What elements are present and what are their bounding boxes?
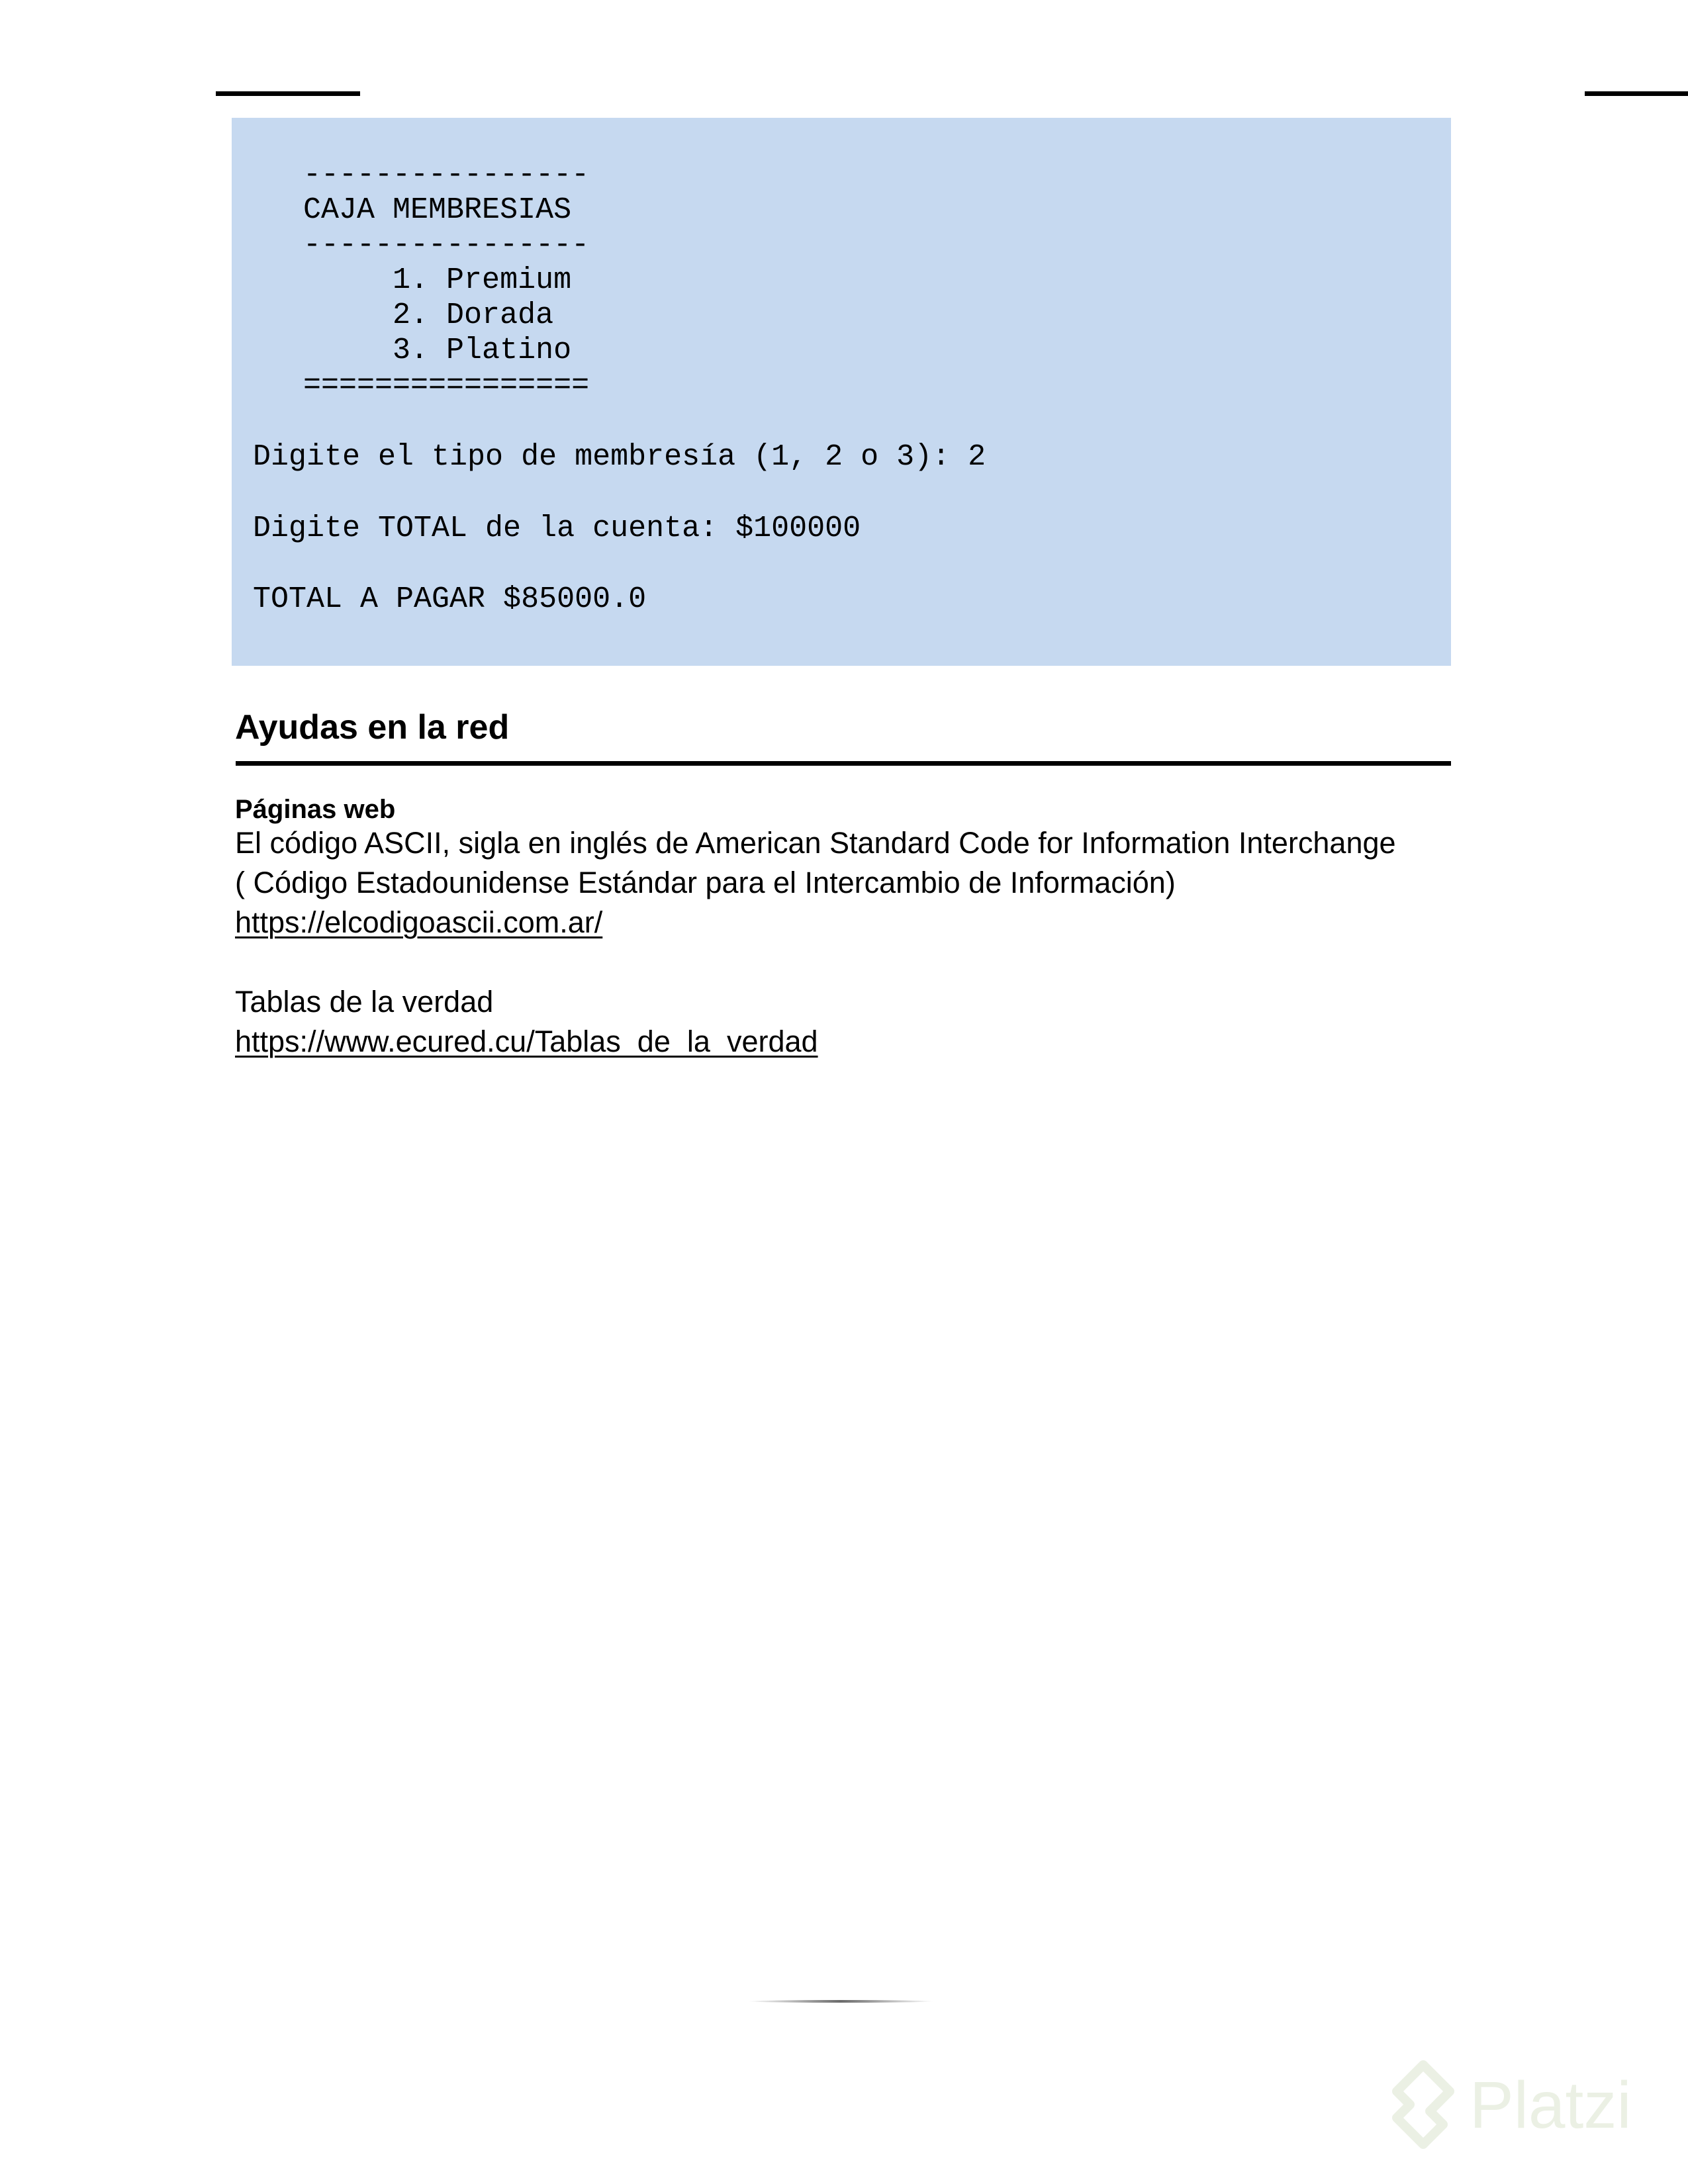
code-line: 3. Platino — [232, 334, 572, 367]
ascii-link[interactable]: https://elcodigoascii.com.ar/ — [235, 905, 603, 939]
code-line: Digite TOTAL de la cuenta: $100000 — [253, 512, 861, 545]
truth-tables-link-line — [235, 1022, 818, 1062]
footer-ornament — [748, 2000, 933, 2003]
platzi-watermark — [1383, 2052, 1675, 2164]
code-line: ================ — [232, 369, 590, 402]
watermark-text: Platzi — [1470, 2068, 1632, 2142]
truth-tables-title: Tablas de la verdad — [235, 985, 494, 1019]
code-output-block — [232, 118, 1451, 666]
code-line: ---------------- — [232, 228, 590, 262]
truth-tables-link[interactable]: https://www.ecured.cu/Tablas_de_la_verdad — [235, 1024, 818, 1058]
ascii-link-line — [235, 903, 602, 942]
section-divider — [236, 761, 1451, 766]
header-rule-right — [1585, 91, 1688, 96]
section-heading: Ayudas en la red — [235, 708, 510, 747]
code-line: TOTAL A PAGAR $85000.0 — [253, 582, 647, 616]
ascii-description-line-1: El código ASCII, sigla en inglés de American Standard Code for Information Interchange — [235, 826, 1396, 860]
ascii-description-line-2: ( Código Estadounidense Estándar para el Intercambio de Información) — [235, 866, 1176, 899]
web-pages-subheading: Páginas web — [235, 795, 396, 824]
code-line: ---------------- — [232, 158, 590, 192]
code-line: CAJA MEMBRESIAS — [232, 193, 572, 227]
code-line: Digite el tipo de membresía (1, 2 o 3): 2 — [253, 440, 986, 474]
header-rule-left — [216, 91, 360, 96]
platzi-logo-icon — [1383, 2052, 1675, 2164]
code-line: 2. Dorada — [232, 298, 554, 332]
code-line: 1. Premium — [232, 263, 572, 297]
